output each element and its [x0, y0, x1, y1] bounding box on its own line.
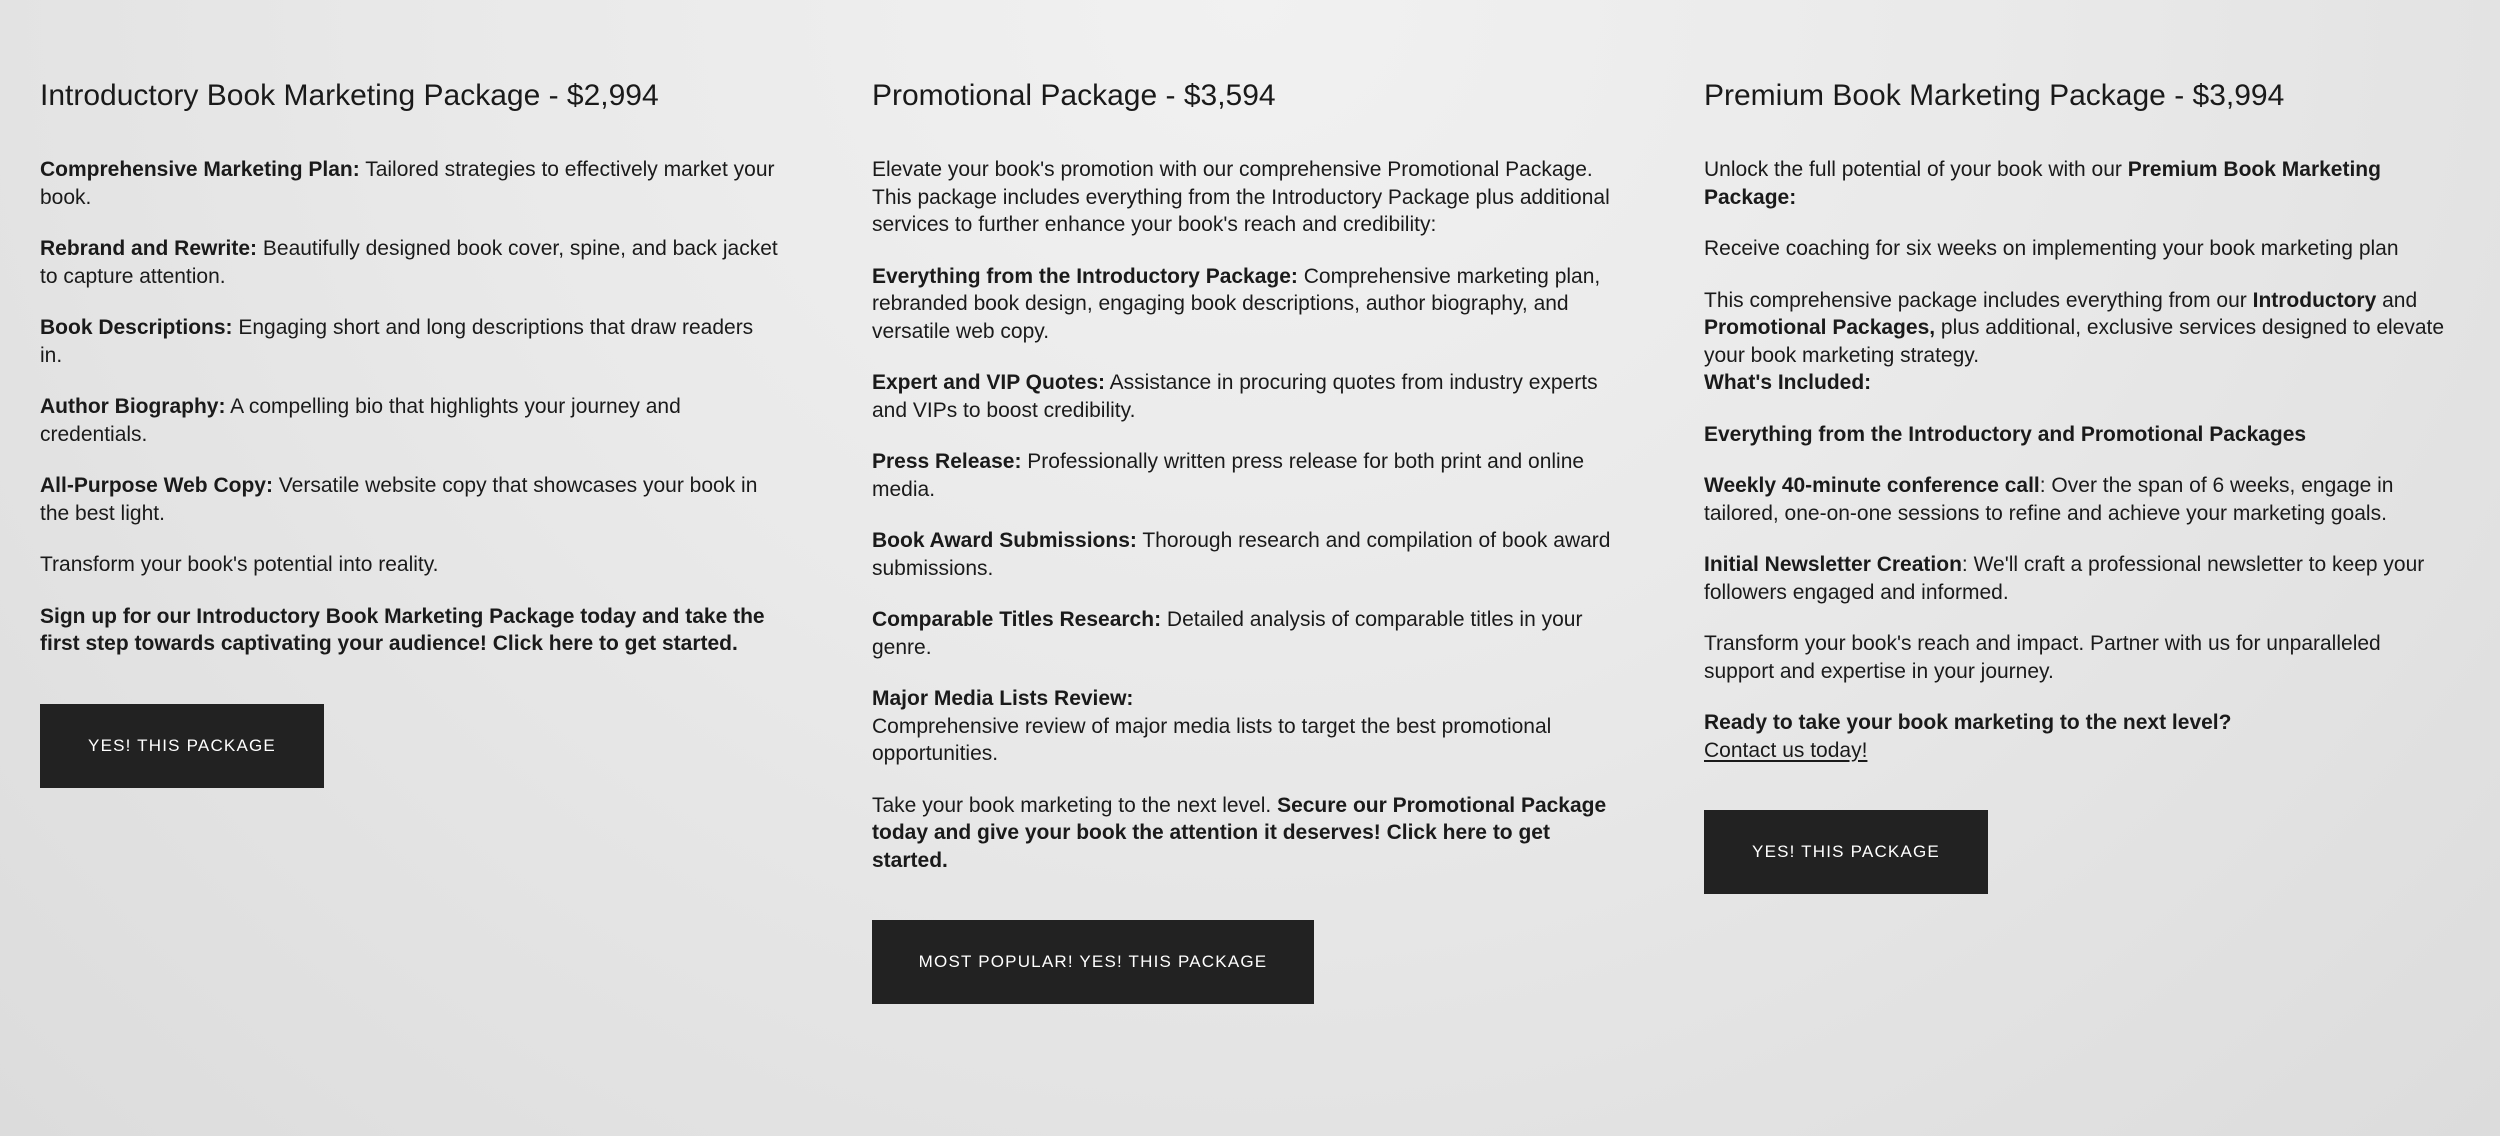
signup-cta: [40, 603, 780, 658]
feature-label: Author Biography:: [40, 395, 226, 418]
feature-item: [1704, 472, 2446, 527]
feature-label: Press Release:: [872, 450, 1022, 473]
feature-text: Tailored strategies to effectively market your book.: [40, 158, 775, 209]
feature-label: Initial Newsletter Creation: [1704, 553, 1962, 576]
feature-text: Detailed analysis of comparable titles in your genre.: [872, 608, 1583, 659]
premium-intro-text: Unlock the full potential of your book with our: [1704, 158, 2128, 181]
premium-intro: [1704, 156, 2446, 211]
introductory-package-title: Introductory Book Marketing Package - $2,994: [40, 79, 659, 112]
ready-cta: [1704, 709, 2446, 764]
feature-label: Book Descriptions:: [40, 316, 233, 339]
feature-text: : We'll craft a professional newsletter to keep your followers engaged and informed.: [1704, 553, 2425, 604]
ready-text: Ready to take your book marketing to the next level?: [1704, 711, 2232, 734]
promotional-closing: [872, 792, 1612, 875]
feature-text: Thorough research and compilation of book award submissions.: [872, 529, 1611, 580]
feature-label: Comparable Titles Research:: [872, 608, 1162, 631]
tagline: Transform your book's potential into reality.: [40, 553, 439, 576]
premium-intro-bold: Premium Book Marketing Package:: [1704, 158, 2381, 209]
premium-select-button[interactable]: YES! THIS PACKAGE: [1704, 810, 1988, 894]
promotional-package-title: Promotional Package - $3,594: [872, 79, 1276, 112]
introductory-package-column: [40, 74, 780, 788]
feature-text: Versatile website copy that showcases your book in the best light.: [40, 474, 758, 525]
feature-item: [1704, 551, 2446, 606]
feature-label: All-Purpose Web Copy:: [40, 474, 273, 497]
everything-included: [1704, 421, 2446, 449]
premium-package-column: [1704, 74, 2446, 894]
feature-text: A compelling bio that highlights your journey and credentials.: [40, 395, 681, 446]
feature-item: [872, 263, 1612, 346]
feature-text: Engaging short and long descriptions that draw readers in.: [40, 316, 754, 367]
contact-us-link[interactable]: Contact us today!: [1704, 738, 1868, 762]
feature-item: [872, 448, 1612, 503]
premium-includes: [1704, 287, 2446, 370]
feature-item: [40, 235, 780, 290]
includes-promotional: Promotional Packages,: [1704, 316, 1936, 339]
closing-cta: Secure our Promotional Package today and give your book the attention it deserves! Click here to get started.: [872, 793, 1607, 872]
closing-text: Take your book marketing to the next level.: [872, 793, 1278, 817]
feature-item: [40, 156, 780, 211]
feature-label: Comprehensive Marketing Plan:: [40, 158, 360, 181]
includes-rest: plus additional, exclusive services designed to elevate your book marketing strategy.: [1704, 316, 2445, 367]
feature-item: [40, 314, 780, 369]
includes-and: and: [2376, 288, 2418, 312]
feature-item: [872, 369, 1612, 424]
feature-label: Rebrand and Rewrite:: [40, 237, 258, 260]
feature-item: [40, 472, 780, 527]
premium-package-title: Premium Book Marketing Package - $3,994: [1704, 79, 2285, 112]
feature-text: Comprehensive marketing plan, rebranded book design, engaging book descriptions, author biography, and versatile web copy.: [872, 264, 1601, 343]
introductory-select-button[interactable]: YES! THIS PACKAGE: [40, 704, 324, 788]
coaching-text: Receive coaching for six weeks on implementing your book marketing plan: [1704, 237, 2399, 260]
feature-item: [872, 527, 1612, 582]
whats-included-heading: [1704, 369, 2446, 397]
feature-text: : Over the span of 6 weeks, engage in tailored, one-on-one sessions to refine and achieve your marketing goals.: [1704, 474, 2394, 525]
feature-text: Beautifully designed book cover, spine, and back jacket to capture attention.: [40, 237, 778, 288]
feature-label: Major Media Lists Review:: [872, 687, 1134, 710]
feature-label: Everything from the Introductory Package:: [872, 264, 1298, 288]
feature-item: [40, 393, 780, 448]
feature-text: Assistance in procuring quotes from industry experts and VIPs to boost credibility.: [872, 371, 1598, 422]
feature-item: [872, 685, 1612, 768]
feature-item: [872, 606, 1612, 661]
everything-included-label: Everything from the Introductory and Promotional Packages: [1704, 422, 2307, 446]
signup-cta-text: Sign up for our Introductory Book Marketing Package today and take the first step towards captivating your audience! Click here to get started.: [40, 604, 765, 655]
promotional-intro: Elevate your book's promotion with our comprehensive Promotional Package. This package includes everything from the Introductory Package plus additional services to further enhance your book's reach and credibility:: [872, 158, 1610, 236]
feature-text: Comprehensive review of major media lists to target the best promotional opportunities.: [872, 714, 1552, 765]
feature-label: Book Award Submissions:: [872, 529, 1137, 552]
transform-text: Transform your book's reach and impact. Partner with us for unparalleled support and expertise in your journey.: [1704, 632, 2381, 683]
includes-text: This comprehensive package includes everything from our: [1704, 288, 2253, 312]
feature-label: Expert and VIP Quotes:: [872, 371, 1105, 394]
feature-text: Professionally written press release for both print and online media.: [872, 450, 1585, 501]
promotional-select-button[interactable]: MOST POPULAR! YES! THIS PACKAGE: [872, 920, 1314, 1004]
whats-included-label: What's Included:: [1704, 371, 1872, 394]
includes-introductory: Introductory: [2252, 288, 2377, 312]
feature-label: Weekly 40-minute conference call: [1704, 474, 2040, 497]
promotional-package-column: [872, 74, 1612, 1004]
